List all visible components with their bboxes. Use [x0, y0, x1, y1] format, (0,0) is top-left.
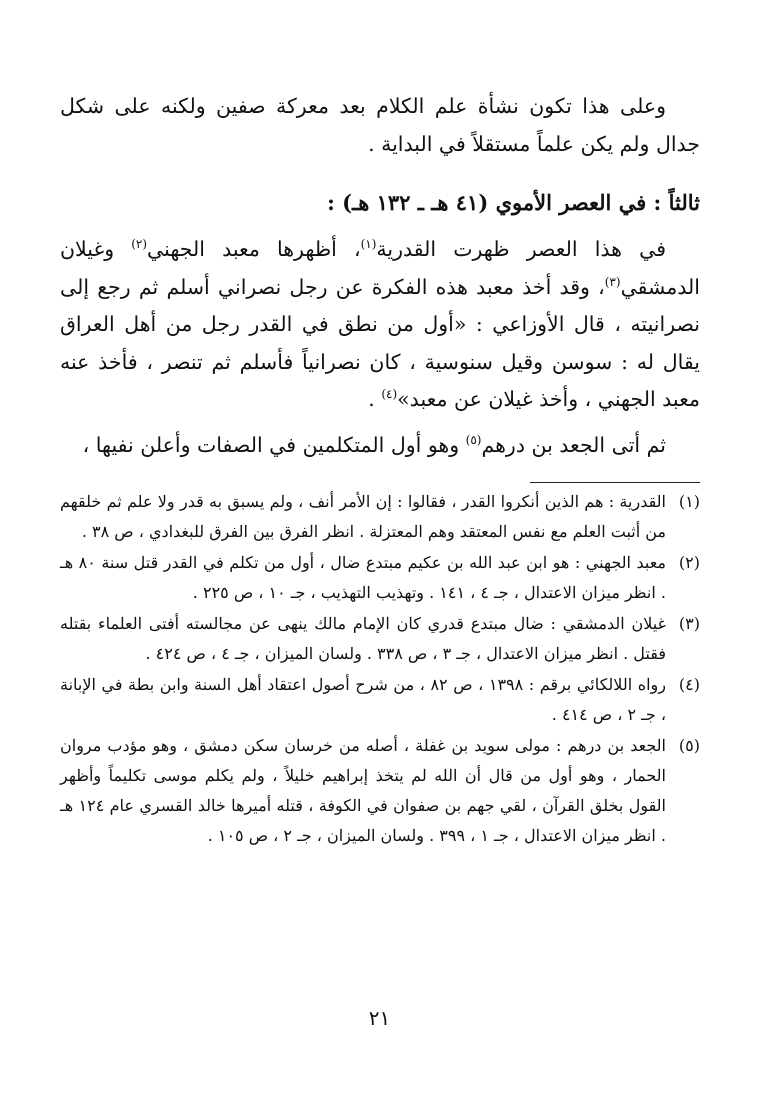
footnote-number: (١) — [678, 492, 700, 511]
para2-text-1: في هذا العصر ظهرت القدرية — [376, 237, 667, 261]
footnote-1 — [60, 487, 700, 547]
para3-text-1: ثم أتى الجعد بن درهم — [481, 432, 666, 457]
footnote-text: القدرية : هم الذين أنكروا القدر ، فقالوا : إن الأمر أنف ، ولم يسبق به قدر ولا علم ثم خلقهم من أثبت العلم مع نفس المعتقد وهم المعتزلة . انظر الفرق بين الفرق للبغدادي ، ص ٣٨ . — [60, 492, 666, 541]
page-content — [60, 88, 700, 852]
intro-paragraph — [60, 88, 700, 163]
footnote-3 — [60, 609, 700, 669]
para2-text-3: وغيلان الدمشقي — [60, 237, 700, 299]
footnote-divider — [530, 482, 700, 483]
footnote-number: (٢) — [678, 553, 700, 572]
para2-text-4: ، وقد أخذ معبد هذه الفكرة عن رجل نصراني أسلم ثم رجع إلى نصرانيته ، قال الأوزاعي : «أول من نطق في القدر رجل من أهل العراق يقال له : سوسن وقيل سنوسية ، كان نصرانياً فأسلم ثم تنصر ، فأخذ عنه معبد الجهني ، وأخذ غيلان عن معبد» — [60, 274, 700, 411]
qadariyya-paragraph — [60, 231, 700, 419]
footnote-2 — [60, 548, 700, 608]
footnote-number: (٣) — [678, 614, 700, 633]
section-heading: ثالثاً : في العصر الأموي (٤١ هـ ـ ١٣٢ هـ) : — [327, 190, 700, 215]
footnote-ref-1[interactable]: (١) — [360, 237, 377, 252]
intro-text: وعلى هذا تكون نشأة علم الكلام بعد معركة صفين ولكنه على شكل جدال ولم يكن علماً مستقلاً في البداية . — [60, 94, 700, 156]
para3-text-2: وهو أول المتكلمين في الصفات وأعلن نفيها ، — [82, 432, 466, 457]
footnote-text: غيلان الدمشقي : ضال مبتدع قدري كان الإمام مالك ينهى عن مجالسته أفتى العلماء بقتله فقتل . انظر ميزان الاعتدال ، جـ ٣ ، ص ٣٣٨ . ولسان الميزان ، جـ ٤ ، ص ٤٢٤ . — [60, 614, 666, 663]
para2-text-5: . — [368, 387, 382, 411]
footnote-ref-5[interactable]: (٥) — [465, 432, 482, 447]
footnote-text: الجعد بن درهم : مولى سويد بن غفلة ، أصله من خرسان سكن دمشق ، وهو مؤدب مروان الحمار ، وهو أول من قال أن الله لم يتخذ إبراهيم خليلاً ، ولم يكلم موسى تكليماً وأظهر القول بخلق القرآن ، لقي جهم بن صفوان في الكوفة ، قتله أميرها خالد القسري عام ١٢٤ هـ . انظر ميزان الاعتدال ، جـ ١ ، ٣٩٩ . ولسان الميزان ، جـ ٢ ، ص ١٠٥ . — [60, 736, 667, 845]
footnote-4 — [60, 670, 700, 730]
jaad-paragraph — [60, 427, 700, 465]
footnote-ref-3[interactable]: (٣) — [604, 274, 621, 289]
footnote-5 — [60, 731, 700, 851]
para2-text-2: ، أظهرها معبد الجهني — [147, 237, 361, 261]
footnote-text: رواه اللالكائي برقم : ١٣٩٨ ، ص ٨٢ ، من شرح أصول اعتقاد أهل السنة وابن بطة في الإبانة ، جـ ٢ ، ص ٤١٤ . — [60, 675, 667, 724]
page-number: ٢١ — [368, 1006, 391, 1030]
footnote-ref-4[interactable]: (٤) — [381, 387, 398, 402]
footnote-text: معبد الجهني : هو ابن عبد الله بن عكيم مبتدع ضال ، أول من تكلم في القدر قتل سنة ٨٠ هـ . انظر ميزان الاعتدال ، جـ ٤ ، ١٤١ . وتهذيب التهذيب ، جـ ١٠ ، ص ٢٢٥ . — [60, 553, 666, 602]
footnote-ref-2[interactable]: (٢) — [131, 237, 148, 252]
footnote-number: (٤) — [678, 675, 700, 694]
footnote-number: (٥) — [678, 736, 700, 755]
footnotes-section — [60, 487, 700, 851]
